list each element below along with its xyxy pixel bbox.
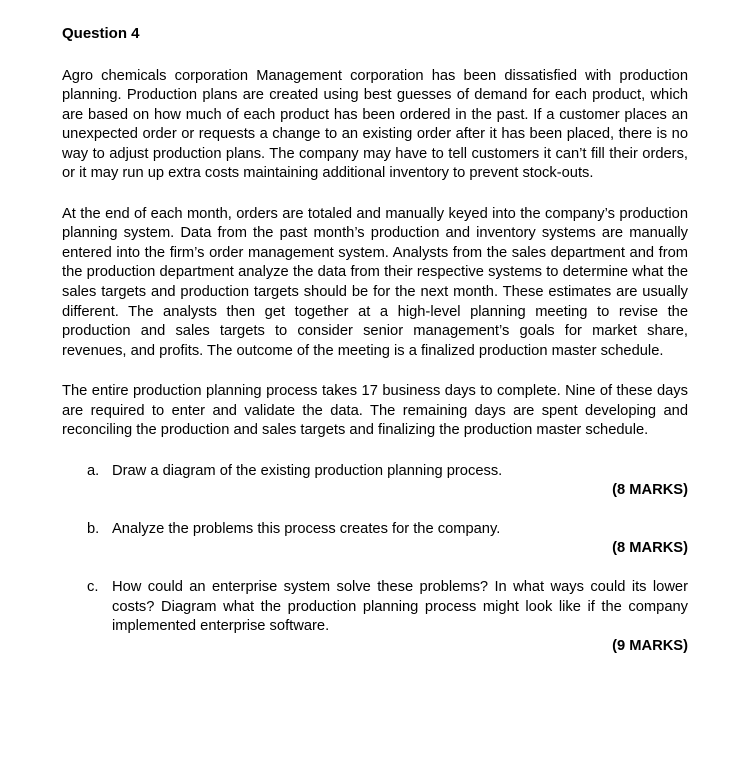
item-b-text: Analyze the problems this process creates for the company. <box>112 520 501 537</box>
item-b-letter: b. <box>87 520 100 537</box>
item-c-text: How could an enterprise system solve these problems? In what ways could its lower costs? Diagram what the production planning process might look like if the company implemented enterprise software. <box>112 578 688 635</box>
paragraph-process: At the end of each month, orders are totaled and manually keyed into the company’s production planning system. Data from the past month’s production and inventory systems are manually entered into the firm’s order management system. Analysts from the sales department and from the production department analyze the data from their respective systems to determine what the sales targets and production targets should be for the next month. These estimates are usually different. The analysts then get together at a high-level planning meeting to revise the production and sales targets to consider senior management’s goals for market share, revenues, and profits. The outcome of the meeting is a finalized production master schedule. <box>62 205 688 359</box>
item-b-marks: (8 MARKS) <box>612 540 688 557</box>
paragraph-timeline: The entire production planning process takes 17 business days to complete. Nine of these days are required to enter and validate the data. The remaining days are spent developing and reconciling the production and sales targets and finalizing the production master schedule. <box>62 383 688 439</box>
item-c-letter: c. <box>87 578 99 595</box>
list-item-c <box>87 578 688 637</box>
item-c-marks: (9 MARKS) <box>612 637 688 654</box>
item-a-marks: (8 MARKS) <box>612 482 688 499</box>
item-a-text: Draw a diagram of the existing production planning process. <box>112 462 503 479</box>
paragraph-intro: Agro chemicals corporation Management corporation has been dissatisfied with production planning. Production plans are created using best guesses of demand for each product, which are based on how much of each product has been ordered in the past. If a customer places an unexpected order or requests a change to an existing order after it has been placed, there is no way to adjust production plans. The company may have to tell customers it can’t fill their orders, or it may run up extra costs maintaining additional inventory to prevent stock-outs. <box>62 67 688 182</box>
list-item-b <box>87 520 688 540</box>
item-a-letter: a. <box>87 462 100 479</box>
question-title: Question 4 <box>62 25 140 42</box>
list-item-a <box>87 462 688 482</box>
